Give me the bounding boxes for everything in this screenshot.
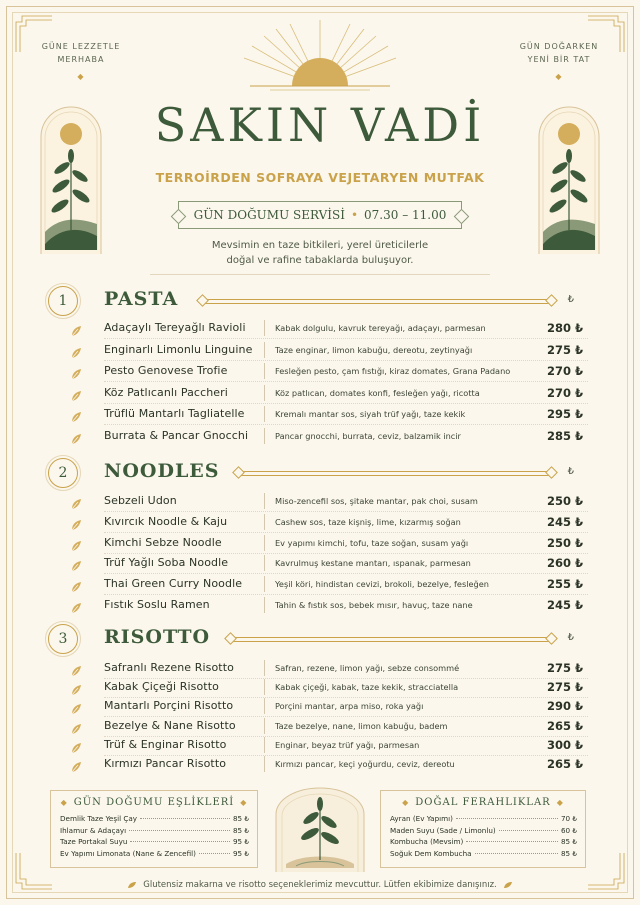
section-divider <box>230 637 552 642</box>
drink-price: 85 ₺ <box>560 837 577 846</box>
dot-leader <box>466 841 558 842</box>
column-divider <box>264 493 265 509</box>
row-divider <box>104 424 588 425</box>
dot-leader <box>499 830 558 831</box>
leaf-icon <box>70 365 82 377</box>
column-divider <box>264 342 265 358</box>
menu-item <box>70 659 588 679</box>
leaf-icon <box>70 557 82 569</box>
drinks-box-right <box>380 790 586 868</box>
drink-item <box>381 849 585 861</box>
item-price: 265 ₺ <box>546 718 583 733</box>
leaf-icon <box>70 430 82 442</box>
drink-item <box>51 849 257 861</box>
item-name: Trüf Yağlı Soba Noodle <box>104 556 229 570</box>
dot-leader <box>140 818 230 819</box>
drink-price: 85 ₺ <box>232 814 249 823</box>
leaf-icon <box>70 408 82 420</box>
column-divider <box>264 718 265 734</box>
item-price: 295 ₺ <box>546 407 583 421</box>
divider <box>150 274 490 275</box>
drink-name: Ihlamur & Adaçayı <box>60 825 127 835</box>
drink-item <box>51 826 257 838</box>
item-description: Fesleğen pesto, çam fıstığı, kiraz domates, Grana Padano <box>275 366 511 376</box>
tagline-left: GÜNE LEZZETLE MERHABA ◆ <box>26 40 136 83</box>
menu-item <box>70 596 588 616</box>
leaf-icon <box>70 739 82 751</box>
leaf-icon <box>70 700 82 712</box>
leaf-icon <box>70 537 82 549</box>
menu-item <box>70 554 588 574</box>
column-divider <box>264 737 265 753</box>
row-divider <box>104 338 588 339</box>
menu-item <box>70 717 588 737</box>
column-divider <box>264 320 265 336</box>
item-name: Kabak Çiçeği Risotto <box>104 680 219 694</box>
drink-price: 60 ₺ <box>560 825 577 835</box>
item-name: Adaçaylı Tereyağlı Ravioli <box>104 321 246 334</box>
drink-price: 95 ₺ <box>232 837 249 846</box>
drink-name: Kombucha (Mevsim) <box>390 837 464 846</box>
service-time: 07.30 – 11.00 <box>364 208 447 222</box>
menu-item <box>70 427 588 447</box>
item-price: 255 ₺ <box>546 577 583 592</box>
item-name: Burrata & Pancar Gnocchi <box>104 428 249 442</box>
column-divider <box>264 514 265 530</box>
diamond-icon: ◆ <box>402 798 410 807</box>
drink-name: Demlik Taze Yeşil Çay <box>60 814 138 823</box>
menu-item <box>70 513 588 533</box>
item-price: 275 ₺ <box>546 661 583 675</box>
currency-symbol: ₺ <box>567 632 574 643</box>
intro-text: Mevsimin en taze bitkileri, yerel üreticilerle doğal ve rafine tabaklarda buluşuyor. <box>211 240 429 266</box>
item-description: Porçini mantar, arpa miso, roka yağı <box>275 701 424 712</box>
menu-item <box>70 678 588 698</box>
item-price: 245 ₺ <box>546 598 583 612</box>
item-price: 265 ₺ <box>546 757 583 771</box>
drink-item <box>51 837 257 849</box>
section-number: 3 <box>48 624 78 654</box>
dot-leader <box>130 841 230 842</box>
item-description: Safran, rezene, limon yağı, sebze consommé <box>275 663 460 673</box>
item-name: Kırmızı Pancar Risotto <box>104 757 227 770</box>
item-name: Sebzeli Udon <box>104 494 177 507</box>
leaf-icon <box>127 881 137 889</box>
menu-item <box>70 362 588 382</box>
leaf-icon <box>70 495 82 507</box>
drink-name: Taze Portakal Suyu <box>60 837 128 846</box>
menu-item <box>70 697 588 717</box>
drink-price: 85 ₺ <box>560 848 577 858</box>
drink-item <box>381 814 585 826</box>
menu-item <box>70 736 588 756</box>
menu-item <box>70 534 588 554</box>
item-description: Taze bezelye, nane, limon kabuğu, badem <box>275 720 448 731</box>
column-divider <box>264 555 265 571</box>
item-name: Trüflü Mantarlı Tagliatelle <box>104 407 245 420</box>
item-description: Pancar gnocchi, burrata, ceviz, balzamik incir <box>275 430 461 441</box>
drink-price: 70 ₺ <box>560 814 577 823</box>
item-description: Tahin & fıstık sos, bebek mısır, havuç, taze nane <box>275 600 473 610</box>
item-description: Yeşil köri, hindistan cevizi, brokoli, bezelye, fesleğen <box>275 579 489 590</box>
section-header <box>48 624 588 654</box>
item-name: Bezelye & Nane Risotto <box>104 718 236 732</box>
drinks-list <box>51 814 257 860</box>
service-label: GÜN DOĞUMU SERVİSİ <box>193 208 345 222</box>
diamond-icon: ◆ <box>555 72 563 81</box>
item-name: Fıstık Soslu Ramen <box>104 598 210 611</box>
leaf-icon <box>70 322 82 334</box>
column-divider <box>264 406 265 422</box>
column-divider <box>264 660 265 676</box>
column-divider <box>264 597 265 613</box>
item-price: 260 ₺ <box>546 556 583 571</box>
drinks-box-title: ◆ GÜN DOĞUMU EŞLİKLERİ ◆ <box>60 797 248 808</box>
section-divider <box>202 299 552 304</box>
item-description: Kremalı mantar sos, siyah trüf yağı, taze kekik <box>275 409 466 419</box>
dot-separator-icon: • <box>350 208 359 222</box>
leaf-icon <box>503 881 513 889</box>
column-divider <box>264 698 265 714</box>
item-name: Köz Patlıcanlı Paccheri <box>104 385 228 399</box>
drink-item <box>381 837 585 849</box>
row-divider <box>104 360 588 361</box>
dot-leader <box>129 830 230 831</box>
dot-leader <box>456 818 558 819</box>
column-divider <box>264 756 265 772</box>
sunrise-icon <box>230 14 410 94</box>
item-name: Thai Green Curry Noodle <box>104 577 243 591</box>
menu-item <box>70 319 588 339</box>
diamond-icon: ◆ <box>556 798 564 807</box>
diamond-icon: ◆ <box>60 798 68 807</box>
leaf-icon <box>70 387 82 399</box>
dot-leader <box>475 853 558 854</box>
drink-price: 95 ₺ <box>232 848 249 858</box>
column-divider <box>264 385 265 401</box>
column-divider <box>264 535 265 551</box>
drink-item <box>381 826 585 838</box>
section-header <box>48 286 588 316</box>
plant-emblem-icon <box>266 784 374 874</box>
restaurant-title: SAKIN VADİ <box>154 98 486 152</box>
menu-item <box>70 384 588 404</box>
item-name: Mantarlı Porçini Risotto <box>104 699 234 713</box>
item-name: Enginarlı Limonlu Linguine <box>104 342 253 356</box>
item-price: 270 ₺ <box>546 364 583 378</box>
item-price: 275 ₺ <box>546 680 583 695</box>
menu-item <box>70 341 588 361</box>
item-name: Kimchi Sebze Noodle <box>104 535 222 549</box>
drink-name: Soğuk Dem Kombucha <box>390 848 472 858</box>
currency-symbol: ₺ <box>567 294 574 305</box>
currency-symbol: ₺ <box>567 466 574 477</box>
menu-item <box>70 492 588 512</box>
item-description: Kabak çiçeği, kabak, taze kekik, stracciatella <box>275 682 459 693</box>
service-hours-badge <box>178 201 462 229</box>
column-divider <box>264 428 265 444</box>
item-price: 280 ₺ <box>546 321 583 335</box>
drink-name: Ev Yapımı Limonata (Nane & Zencefil) <box>60 848 196 858</box>
drinks-box-left <box>50 790 258 868</box>
leaf-icon <box>70 681 82 693</box>
section-title: PASTA <box>104 288 179 310</box>
item-description: Taze enginar, limon kabuğu, dereotu, zeytinyağı <box>275 344 473 355</box>
item-description: Köz patlıcan, domates konfi, fesleğen yağı, ricotta <box>275 387 480 398</box>
item-price: 300 ₺ <box>546 737 583 752</box>
leaf-icon <box>70 599 82 611</box>
leaf-icon <box>70 720 82 732</box>
drink-item <box>51 814 257 826</box>
column-divider <box>264 363 265 379</box>
row-divider <box>104 403 588 404</box>
tagline-right: GÜN DOĞARKEN YENİ BİR TAT ◆ <box>504 40 614 83</box>
item-price: 290 ₺ <box>546 699 583 714</box>
item-description: Cashew sos, taze kişniş, lime, kızarmış soğan <box>275 516 461 527</box>
diamond-icon: ◆ <box>77 72 85 81</box>
leaf-icon <box>70 516 82 528</box>
leaf-icon <box>70 344 82 356</box>
section-header <box>48 458 588 488</box>
item-price: 285 ₺ <box>546 428 583 443</box>
item-description: Enginar, beyaz trüf yağı, parmesan <box>275 739 420 750</box>
section-title: RISOTTO <box>104 626 211 648</box>
section-number: 1 <box>48 286 78 316</box>
drink-price: 85 ₺ <box>232 825 249 835</box>
section-title: NOODLES <box>104 460 220 482</box>
drinks-box-title: ◆ DOĞAL FERAHLIKLAR ◆ <box>402 797 564 808</box>
item-name: Trüf & Enginar Risotto <box>104 737 227 751</box>
column-divider <box>264 576 265 592</box>
item-price: 270 ₺ <box>546 385 583 400</box>
item-price: 245 ₺ <box>546 514 583 529</box>
drink-name: Ayran (Ev Yapımı) <box>390 814 453 823</box>
section-divider <box>238 471 552 476</box>
item-description: Kavrulmuş kestane mantarı, ıspanak, parmesan <box>275 558 471 569</box>
drinks-list <box>381 814 585 860</box>
menu-item <box>70 755 588 775</box>
column-divider <box>264 679 265 695</box>
diamond-icon: ◆ <box>240 798 248 807</box>
item-price: 275 ₺ <box>546 342 583 357</box>
leaf-icon <box>70 578 82 590</box>
item-name: Kıvırcık Noodle & Kaju <box>104 514 228 528</box>
menu-item <box>70 575 588 595</box>
item-description: Kırmızı pancar, keçi yoğurdu, ceviz, dereotu <box>275 759 455 769</box>
footer-note: Glutensiz makarna ve risotto seçeneklerimiz mevcuttur. Lütfen ekibimize danışınız. <box>0 880 640 890</box>
menu-item <box>70 405 588 425</box>
dot-leader <box>199 853 230 854</box>
item-name: Pesto Genovese Trofie <box>104 364 228 377</box>
item-description: Kabak dolgulu, kavruk tereyağı, adaçayı, parmesan <box>275 323 486 333</box>
drink-name: Maden Suyu (Sade / Limonlu) <box>390 825 496 835</box>
leaf-icon <box>70 662 82 674</box>
item-name: Safranlı Rezene Risotto <box>104 661 234 674</box>
row-divider <box>104 381 588 382</box>
item-price: 250 ₺ <box>546 494 583 508</box>
item-description: Ev yapımı kimchi, tofu, taze soğan, susam yağı <box>275 537 469 548</box>
restaurant-subtitle: TERROİRDEN SOFRAYA VEJETARYEN MUTFAK <box>155 170 485 185</box>
section-number: 2 <box>48 458 78 488</box>
item-price: 250 ₺ <box>546 535 583 550</box>
leaf-icon <box>70 758 82 770</box>
item-description: Miso-zencefil sos, şitake mantar, pak choi, susam <box>275 496 478 506</box>
